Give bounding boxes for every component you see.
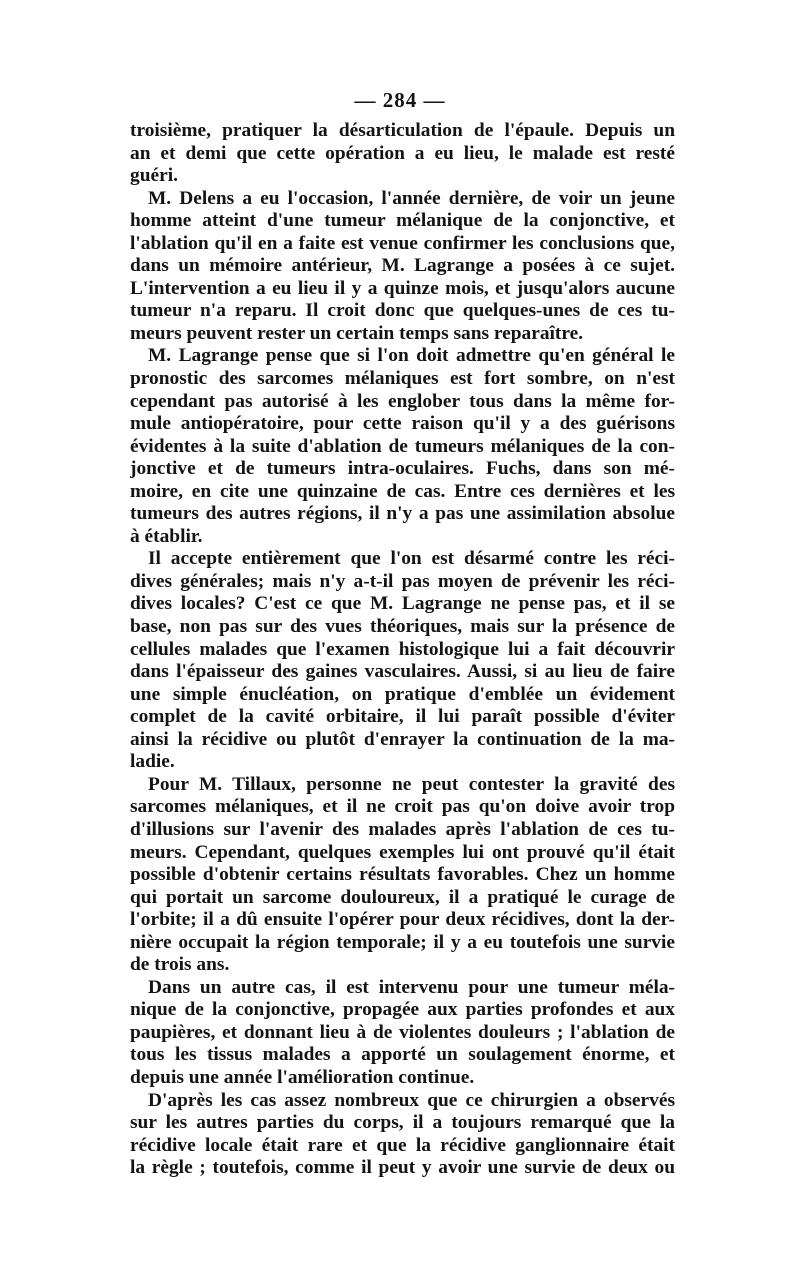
text-line: tous les tissus malades a apporté un soulagement énorme, et — [130, 1044, 675, 1066]
text-line: à établir. — [130, 525, 203, 547]
text-line: sur les autres parties du corps, il a toujours remarqué que la — [130, 1112, 675, 1134]
text-line: possible d'obtenir certains résultats favorables. Chez un homme — [130, 864, 675, 886]
text-line: d'illusions sur l'avenir des malades après l'ablation de ces tu- — [130, 818, 675, 840]
text-line: ladie. — [130, 751, 175, 773]
text-line: de trois ans. — [130, 954, 230, 976]
text-line: pronostic des sarcomes mélaniques est fort sombre, on n'est — [130, 368, 675, 390]
text-line: complet de la cavité orbitaire, il lui paraît possible d'éviter — [130, 706, 675, 728]
text-line: cependant pas autorisé à les englober tous dans la même for- — [130, 390, 675, 412]
text-line: tumeur n'a reparu. Il croit donc que quelques-unes de ces tu- — [130, 300, 675, 322]
text-line: jonctive et de tumeurs intra-oculaires. Fuchs, dans son mé- — [130, 458, 675, 480]
text-line: l'ablation qu'il en a faite est venue confirmer les conclusions que, — [130, 232, 675, 254]
text-line: D'après les cas assez nombreux que ce chirurgien a observés — [148, 1089, 675, 1111]
text-line: meurs peuvent rester un certain temps sans reparaître. — [130, 322, 584, 344]
text-line: nique de la conjonctive, propagée aux parties profondes et aux — [130, 999, 675, 1021]
text-line: mule antiopératoire, pour cette raison qu'il y a des guérisons — [130, 413, 675, 435]
text-line: troisième, pratiquer la désarticulation de l'épaule. Depuis un — [130, 120, 675, 141]
text-line: L'intervention a eu lieu il y a quinze mois, et jusqu'alors aucune — [130, 277, 675, 299]
text-line: la règle ; toutefois, comme il peut y avoir une survie de deux ou — [130, 1157, 675, 1179]
text-line: depuis une année l'amélioration continue. — [130, 1066, 475, 1088]
text-line: tumeurs des autres régions, il n'y a pas une assimilation absolue — [130, 503, 675, 525]
text-line: paupières, et donnant lieu à de violentes douleurs ; l'ablation de — [130, 1021, 675, 1043]
text-line: dives générales; mais n'y a-t-il pas moyen de prévenir les réci- — [130, 570, 675, 592]
text-line: M. Lagrange pense que si l'on doit admettre qu'en général le — [148, 345, 675, 367]
text-line: Dans un autre cas, il est intervenu pour une tumeur méla- — [148, 976, 675, 998]
text-line: an et demi que cette opération a eu lieu, le malade est resté — [130, 142, 675, 164]
text-line: M. Delens a eu l'occasion, l'année dernière, de voir un jeune — [148, 187, 675, 209]
text-line: qui portait un sarcome douloureux, il a pratiqué le curage de — [130, 886, 675, 908]
text-line: nière occupait la région temporale; il y a eu toutefois une survie — [130, 931, 675, 953]
text-line: l'orbite; il a dû ensuite l'opérer pour deux récidives, dont la der- — [130, 909, 675, 931]
text-line: une simple énucléation, on pratique d'emblée un évidement — [130, 683, 675, 705]
text-line: base, non pas sur des vues théoriques, mais sur la présence de — [130, 616, 675, 638]
text-line: homme atteint d'une tumeur mélanique de la conjonctive, et — [130, 210, 675, 232]
text-line: Il accepte entièrement que l'on est désarmé contre les réci- — [148, 548, 675, 570]
text-line: cellules malades que l'examen histologique lui a fait découvrir — [130, 638, 675, 660]
text-line: meurs. Cependant, quelques exemples lui ont prouvé qu'il était — [130, 841, 675, 863]
text-line: ainsi la récidive ou plutôt d'enrayer la continuation de la ma- — [130, 728, 675, 750]
text-line: dans un mémoire antérieur, M. Lagrange a posées à ce sujet. — [130, 255, 675, 277]
text-line: évidentes à la suite d'ablation de tumeurs mélaniques de la con- — [130, 435, 675, 457]
page-number: — 284 — — [354, 88, 446, 112]
text-line: Pour M. Tillaux, personne ne peut contester la gravité des — [148, 773, 675, 795]
text-line: sarcomes mélaniques, et il ne croit pas qu'on doive avoir trop — [130, 796, 675, 818]
text-line: récidive locale était rare et que la récidive ganglionnaire était — [130, 1134, 675, 1156]
text-line: dans l'épaisseur des gaines vasculaires. Aussi, si au lieu de faire — [130, 661, 675, 683]
text-line: moire, en cite une quinzaine de cas. Entre ces dernières et les — [130, 480, 675, 502]
text-line: dives locales? C'est ce que M. Lagrange ne pense pas, et il se — [130, 593, 675, 615]
body-text — [130, 120, 675, 1180]
text-line: guéri. — [130, 165, 178, 187]
